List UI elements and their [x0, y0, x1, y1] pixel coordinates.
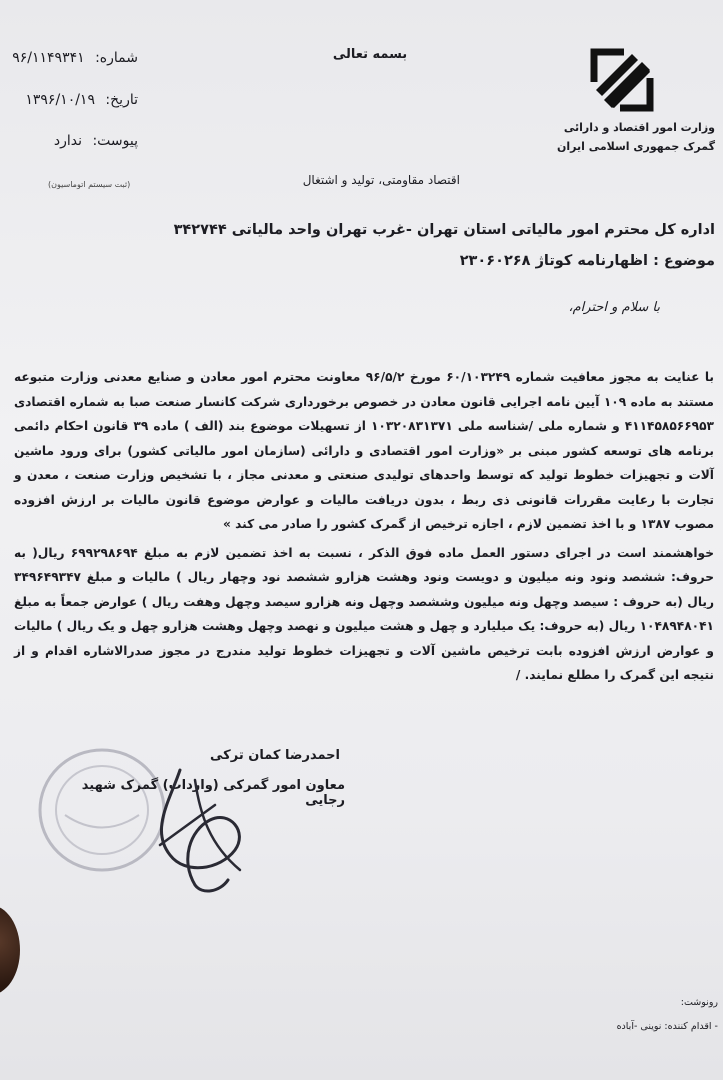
slogan: اقتصاد مقاومتی، تولید و اشتغال: [302, 173, 460, 187]
customs-name: گمرک جمهوری اسلامی ایران: [556, 140, 715, 153]
subject-line: موضوع : اظهارنامه کوتاژ ۲۳۰۶۰۲۶۸: [459, 253, 715, 269]
signer-title: معاون امور گمرکی (واردات) گمرک شهید رجایی: [81, 778, 345, 808]
basmala: بسمه تعالی: [332, 47, 408, 62]
letter-attachment: [30, 133, 138, 149]
issuer-block: [545, 118, 715, 156]
signer-name: احمدرضا کمان ترکی: [210, 748, 340, 763]
letter-body: [14, 365, 714, 688]
letter-date: [8, 92, 138, 108]
addressee: اداره کل محترم امور مالیاتی استان تهران -غرب تهران واحد مالیاتی ۳۴۲۷۴۴: [173, 222, 715, 238]
letter-date-label: تاریخ:: [105, 92, 138, 108]
letter-attachment-label: پیوست:: [92, 133, 138, 149]
greeting: با سلام و احترام،: [568, 300, 660, 315]
customs-logo-icon: [584, 42, 660, 118]
handwritten-signature-icon: [140, 760, 260, 900]
thumb-in-frame: [0, 905, 20, 995]
cc-item: - اقدام کننده: نوینی -آباده: [616, 1021, 718, 1032]
automation-system-note: (ثبت سیستم اتوماسیون): [48, 180, 131, 189]
letter-number-value: ۹۶/۱۱۴۹۳۴۱: [12, 50, 85, 66]
letter-number: [8, 50, 138, 66]
body-paragraph-2: خواهشمند است در اجرای دستور العمل ماده فوق الذکر ، نسبت به اخذ تضمین لازم به مبلغ ۶۹۹۲۹۸۶۹۴ ریال( به حروف: ششصد ونود ونه میلیون و دویست ونود وهشت هزارو ششصد نود وچهار ریال ) مالیات و مبلغ ۳۴۹۶۴۹۳۴۷ ریال (به حروف : سیصد وچهل ونه میلیون وششصد وچهل ونه هزارو سیصد وچهل وهفت ریال ) عوارض جمعاً به مبلغ ۱۰۴۸۹۴۸۰۴۱ ریال (به حروف: یک میلیارد و چهل و هشت میلیون و نهصد وچهل وهشت هزارو چهل و یک ریال ) مالیات و عوارض ارزش افزوده بابت ترخیص ماشین آلات و تجهیزات خطوط تولید مندرج در مجوز صدرالاشاره اقدام و از نتیجه این گمرک را مطلع نمایند. /: [14, 545, 714, 682]
cc-label: رونوشت:: [680, 997, 718, 1008]
body-paragraph-1: با عنایت به مجوز معافیت شماره ۶۰/۱۰۳۲۴۹ مورخ ۹۶/۵/۲ معاونت محترم امور معادن و صنایع معدنی وزارت متبوعه مستند به ماده ۱۰۹ آیین نامه اجرایی قانون معادن در خصوص برخورداری شرکت کانسار صنعت صبا به شماره اقتصادی ۴۱۱۴۵۸۵۶۶۹۵۳ و شماره ملی /شناسه ملی ۱۰۳۲۰۸۳۱۳۷۱ از تسهیلات موضوع بند (الف ) ماده ۳۹ قانون احکام دائمی برنامه های توسعه کشور مبنی بر «وزارت امور اقتصادی و دارائی (سازمان امور مالیاتی کشور) برای ورود ماشین آلات و تجهیزات خطوط تولید که توسط واحدهای تولیدی صنعتی و معدنی مجاز ، با تشخیص وزارت صنعت ، معدن و تجارت با رعایت مقررات قانونی ذی ربط ، بدون دریافت مالیات و عوارض موضوع قانون مالیات بر ارزش افزوده مصوب ۱۳۸۷ و با اخذ تضمین لازم ، اجازه ترخیص از گمرک کشور را صادر می کند »: [14, 370, 714, 531]
letter-date-value: ۱۳۹۶/۱۰/۱۹: [25, 92, 95, 108]
letter-number-label: شماره:: [95, 50, 138, 66]
letter-attachment-value: ندارد: [53, 133, 82, 149]
ministry-name: وزارت امور اقتصاد و دارائی: [563, 121, 715, 134]
